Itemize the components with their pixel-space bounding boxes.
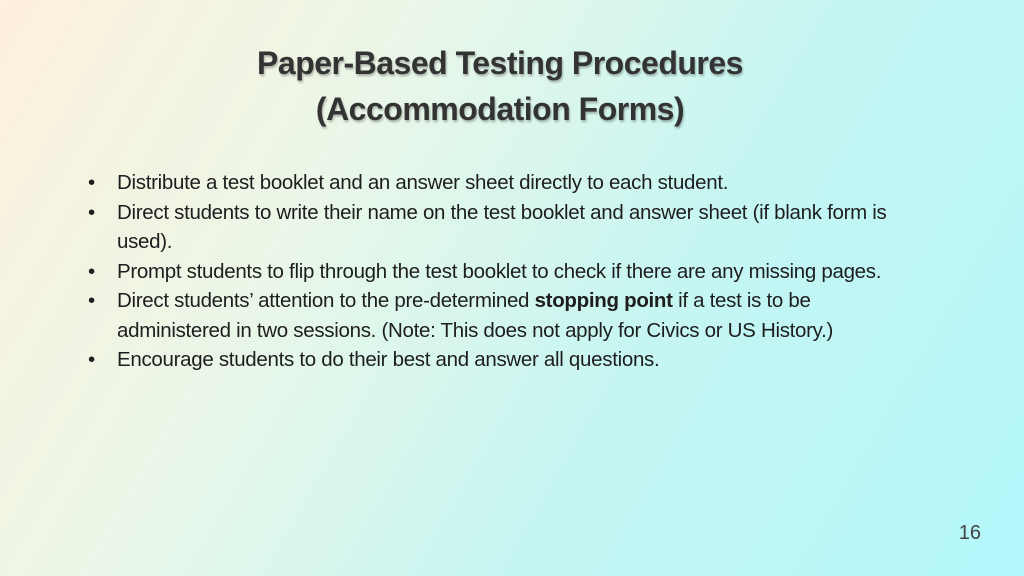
bullet-text: Prompt students to flip through the test booklet to check if there are any missing pages.	[117, 259, 882, 283]
slide-title	[0, 40, 1000, 132]
bullet-text-before: Direct students’ attention to the pre-determined	[117, 289, 535, 312]
bullet-item	[88, 168, 908, 198]
bullet-icon: •	[88, 348, 95, 371]
bullet-text-bold: stopping point	[534, 289, 673, 312]
slide-title-line-2: (Accommodation Forms)	[315, 91, 685, 127]
bullet-icon: •	[88, 200, 95, 224]
bullet-item	[88, 286, 908, 345]
bullet-item	[88, 198, 908, 257]
bullet-item	[88, 345, 908, 375]
page-number: 16	[958, 522, 981, 544]
bullet-text: Distribute a test booklet and an answer sheet directly to each student.	[117, 171, 729, 194]
bullet-icon: •	[88, 171, 95, 194]
bullet-list	[88, 168, 908, 375]
bullet-item	[88, 257, 908, 287]
bullet-text: Encourage students to do their best and answer all questions.	[117, 348, 660, 371]
bullet-text: Direct students to write their name on the test booklet and answer sheet (if blank form is used).	[117, 200, 887, 253]
bullet-text-after: if a test is to be administered in two sessions. (Note: This does not apply for Civics or US History.)	[117, 289, 834, 342]
bullet-icon: •	[88, 259, 95, 283]
slide-title-line-1: Paper-Based Testing Procedures	[257, 45, 743, 81]
bullet-icon: •	[88, 289, 95, 312]
